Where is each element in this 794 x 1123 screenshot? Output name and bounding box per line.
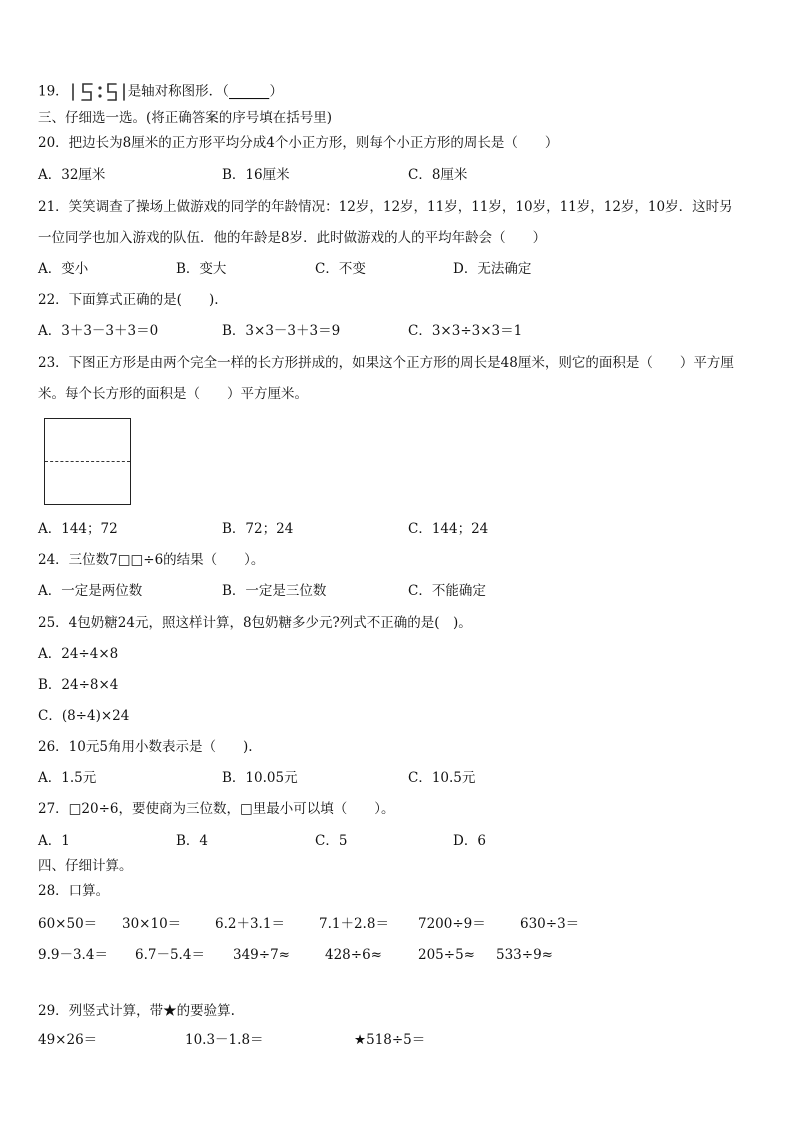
math-item: 60×50＝ [38, 916, 98, 932]
math-item: 30×10＝ [122, 916, 182, 932]
math-item: 533÷9≈ [496, 947, 553, 963]
option-d[interactable]: D．6 [453, 833, 486, 849]
question-25-stem: 25．4包奶糖24元，照这样计算，8包奶糖多少元?列式不正确的是( )。 [38, 615, 472, 631]
question-19 [38, 82, 283, 102]
option-b[interactable]: B．4 [176, 833, 209, 849]
question-23-stem-line1: 23．下图正方形是由两个完全一样的长方形拼成的，如果这个正方形的周长是48厘米，则它的面积是（ ）平方厘 [38, 355, 734, 371]
question-23-stem-line2: 米。每个长方形的面积是（ ）平方厘米。 [38, 386, 308, 402]
option-b[interactable]: B．16厘米 [222, 167, 290, 183]
option-c[interactable]: C．5 [315, 833, 348, 849]
option-a[interactable]: A．1 [38, 833, 70, 849]
square-figure [44, 418, 131, 505]
option-c[interactable]: C．8厘米 [408, 167, 468, 183]
question-29-stem: 29．列竖式计算，带★的要验算. [38, 1003, 235, 1019]
math-item: 6.2＋3.1＝ [215, 916, 285, 932]
math-item: 349÷7≈ [233, 947, 290, 963]
option-d[interactable]: D．无法确定 [453, 261, 532, 277]
option-c[interactable]: C．144；24 [408, 521, 489, 537]
question-20-stem: 20．把边长为8厘米的正方形平均分成4个小正方形，则每个小正方形的周长是（ ） [38, 135, 559, 151]
option-b[interactable]: B．10.05元 [222, 770, 298, 786]
question-21-stem-line2: 一位同学也加入游戏的队伍．他的年龄是8岁．此时做游戏的人的平均年龄会（ ） [38, 230, 547, 246]
option-c[interactable]: C．不能确定 [408, 583, 486, 599]
option-a[interactable]: A．24÷4×8 [38, 646, 119, 662]
dashed-divider-line [45, 461, 130, 462]
closing-paren: ） [269, 83, 283, 100]
question-text: 是轴对称图形．（ [127, 83, 229, 100]
math-item: 630÷3＝ [520, 916, 580, 932]
question-28-stem: 28．口算。 [38, 883, 110, 899]
option-b[interactable]: B．24÷8×4 [38, 677, 119, 693]
seven-segment-15-colon-5-icon [69, 82, 127, 102]
calc-item: 49×26＝ [38, 1032, 98, 1048]
question-22-stem: 22．下面算式正确的是( ). [38, 292, 219, 308]
option-c[interactable]: C．3×3÷3×3＝1 [408, 323, 523, 339]
question-number: 19． [38, 83, 69, 100]
option-b[interactable]: B．3×3－3＋3＝9 [222, 323, 341, 339]
math-item: 7.1＋2.8＝ [319, 916, 389, 932]
option-a[interactable]: A．3＋3－3＋3＝0 [38, 323, 159, 339]
option-b[interactable]: B．72；24 [222, 521, 294, 537]
option-b[interactable]: B．变大 [176, 261, 227, 277]
calc-item: ★518÷5＝ [354, 1032, 426, 1048]
math-item: 9.9－3.4＝ [38, 947, 108, 963]
section-3-heading: 三、仔细选一选。(将正确答案的序号填在括号里) [38, 110, 333, 126]
option-a[interactable]: A．32厘米 [38, 167, 106, 183]
question-24-stem: 24．三位数7□□÷6的结果（ ）。 [38, 552, 265, 568]
option-a[interactable]: A．一定是两位数 [38, 583, 143, 599]
option-a[interactable]: A．144；72 [38, 521, 118, 537]
option-b[interactable]: B．一定是三位数 [222, 583, 327, 599]
answer-blank[interactable]: ______ [228, 83, 270, 100]
math-item: 428÷6≈ [325, 947, 382, 963]
math-item: 6.7－5.4＝ [135, 947, 205, 963]
question-27-stem: 27．□20÷6，要使商为三位数，□里最小可以填（ ）。 [38, 801, 395, 817]
question-21-stem-line1: 21．笑笑调查了操场上做游戏的同学的年龄情况：12岁，12岁，11岁，11岁，10岁，11岁，12岁，10岁．这时另 [38, 199, 733, 215]
option-c[interactable]: C．不变 [315, 261, 366, 277]
option-a[interactable]: A．1.5元 [38, 770, 97, 786]
math-item: 7200÷9＝ [418, 916, 486, 932]
calc-item: 10.3－1.8＝ [185, 1032, 264, 1048]
section-4-heading: 四、仔细计算。 [38, 858, 133, 874]
math-item: 205÷5≈ [418, 947, 475, 963]
question-26-stem: 26．10元5角用小数表示是（ ). [38, 739, 253, 755]
option-a[interactable]: A．变小 [38, 261, 89, 277]
option-c[interactable]: C．10.5元 [408, 770, 476, 786]
option-c[interactable]: C．(8÷4)×24 [38, 708, 130, 724]
